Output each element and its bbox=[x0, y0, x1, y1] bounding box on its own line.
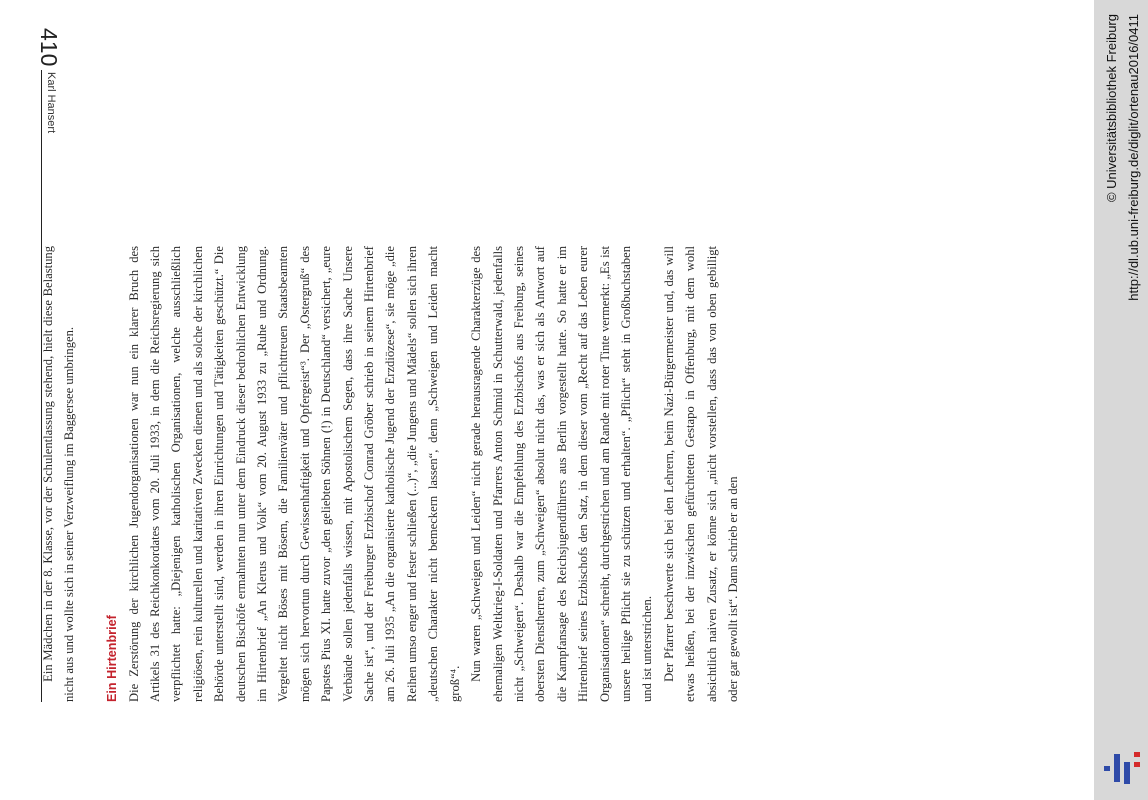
paragraph-3: Der Pfarrer beschwerte sich bei den Lehrern, beim Nazi-Bürgermeister und, das will etwas heißen, bei der inzwischen gefürchteten Gestapo in Offenburg, mit dem wohl absichtlich naiven Zusatz, er könne sich „nicht vorstellen, dass das von oben gebilligt oder gar gewollt ist“. Dann schrieb er an den bbox=[661, 246, 740, 702]
logo-red-square bbox=[1134, 752, 1140, 757]
body-text bbox=[38, 246, 998, 702]
page-number: 410 bbox=[36, 28, 62, 67]
intro-paragraph: Ein Mädchen in der 8. Klasse, vor der Schulentlassung stehend, hielt diese Belastung nicht aus und wollte sich in seiner Verzweiflung im Baggersee umbringen. bbox=[41, 246, 77, 702]
copyright-notice: © Universitätsbibliothek Freiburg bbox=[1104, 14, 1119, 203]
section-heading: Ein Hirtenbrief bbox=[105, 615, 120, 702]
library-logo-icon bbox=[1100, 748, 1144, 788]
sidebar-text-block bbox=[1094, 0, 1148, 800]
logo-red-square-2 bbox=[1134, 762, 1140, 767]
source-url-link[interactable]: http://dl.ub.uni-freiburg.de/diglit/ortenau2016/0411 bbox=[1126, 14, 1141, 301]
running-header-author: Karl Hansert bbox=[45, 72, 57, 134]
logo-blue-bar-2 bbox=[1124, 762, 1130, 784]
logo-blue-left bbox=[1104, 766, 1110, 771]
logo-blue-bar bbox=[1114, 754, 1120, 782]
paragraph-2: Nun waren „Schweigen und Leiden“ nicht gerade herausragende Charakterzüge des ehemaligen Weltkrieg-I-Soldaten und Pfarrers Anton Schmid in Schutterwald, jedenfalls nicht „Schweigen“. Deshalb war die Empfehlung des Erzbischofs aus Freiburg, seines obersten Dienstherren, zum „Schweigen“ absolut nicht das, was er sich als Antwort auf die Kampfansage des Reichsjugendführers aus Berlin vorgestellt hatte. So hatte er im Hirtenbrief seines Erzbischofs den Satz, in dem dieser vom „Recht auf das Leben eurer Organisationen“ schreibt, durchgestrichen und am Rande mit roter Tinte vermerkt: „Es ist unsere heilige Pflicht sie zu schützen und erhalten“. „Pflicht“ steht in Großbuchstaben und ist unterstrichen. bbox=[469, 246, 655, 702]
paragraph-1: Die Zerstörung der kirchlichen Jugendorganisationen war nun ein klarer Bruch des Artikels 31 des Reichkonkordates vom 20. Juli 1933, in dem die Reichsregierung sich verpflichtet hatte: „Diejenigen katholischen Organisationen, welche ausschließlich religiösen, rein kulturellen und karitativen Zwecken dienen und als solche der kirchlichen Behörde unterstellt sind, werden in ihren Einrichtungen und Tätigkeiten geschützt.“ Die deutschen Bischöfe ermahnten nun unter dem Eindruck dieser bedrohlichen Entwicklung im Hirtenbrief „An Klerus und Volk“ vom 20. August 1933 zu „Ruhe und Ordnung. Vergeltet nicht Böses mit Bösem, die Familienväter und pflichttreuen Staatsbeamten mögen sich hervortun durch Gewissenhaftigkeit und Opfergeist“³. Der „Ostergruß“ des Papstes Pius XI. hatte zuvor „den geliebten Söhnen (!) in Deutschland“ versichert, „eure Verbände sollen jedenfalls wissen, mit Apostolischem Segen, dass ihre Sache Unsere Sache ist“, und der Freiburger Erzbischof Conrad Gröber schrieb in seinem Hirtenbrief am 26. Juli 1935 „An die organisierte katholische Jugend der Erzdiözese“, sie möge „die Reihen umso enger und fester schließen (...)“, „die Jungens und Mädels“ sollen sich ihren „deutschen Charakter nicht bemeckern lassen“, denn „Schweigen und Leiden macht groß“⁴. bbox=[126, 246, 462, 702]
viewer-sidebar bbox=[1094, 0, 1148, 800]
paragraph-gap bbox=[81, 246, 102, 702]
